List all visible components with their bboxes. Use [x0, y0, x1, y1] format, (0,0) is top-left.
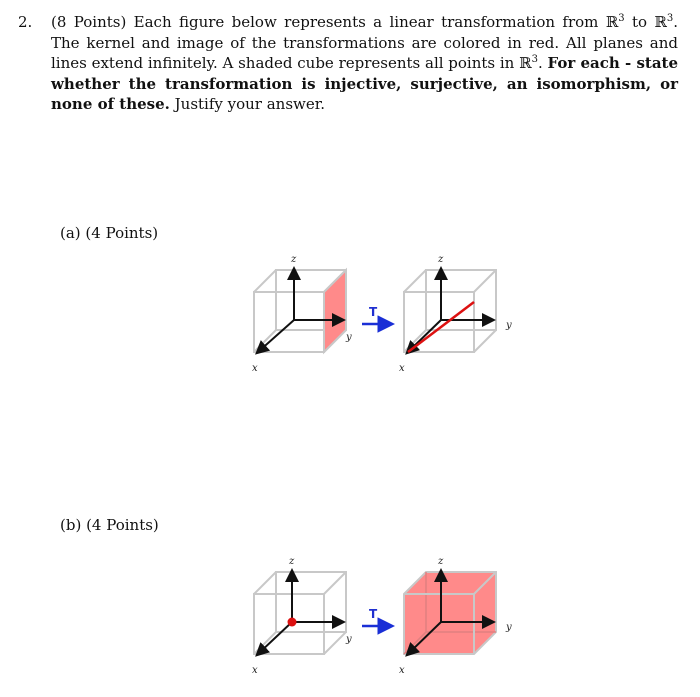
- y-axis-label: y: [506, 622, 512, 633]
- x-axis-label: x: [252, 665, 258, 676]
- transform-arrow-a: [362, 305, 390, 324]
- z-axis-label: z: [438, 556, 444, 567]
- codomain-cube-a: [399, 254, 512, 374]
- z-axis-label: z: [289, 556, 295, 567]
- justify-text: Justify your answer.: [174, 95, 326, 113]
- transform-label: T: [369, 305, 378, 319]
- y-axis-label: y: [506, 320, 512, 331]
- domain-cube-a: [252, 254, 352, 374]
- x-axis-label: x: [252, 363, 258, 374]
- z-axis-label: z: [438, 254, 444, 265]
- exponent: 3: [618, 13, 625, 24]
- part-b-figure: [236, 550, 526, 680]
- kernel-origin-point-b: [288, 618, 297, 627]
- r-symbol: ℝ: [654, 13, 667, 31]
- problem-2: [18, 12, 678, 115]
- transform-arrow-b: [362, 607, 390, 626]
- y-axis-label: y: [346, 332, 352, 343]
- z-axis-label: z: [291, 254, 297, 265]
- image-cube-b: [404, 572, 496, 654]
- exponent: 3: [666, 13, 674, 24]
- domain-cube-b: [252, 556, 352, 676]
- to-word: to: [624, 13, 655, 31]
- exponent: 3: [531, 54, 538, 65]
- part-b-label: (b) (4 Points): [60, 516, 159, 534]
- problem-statement: (8 Points) Each figure below represents a linear transformation from ℝ$^3$ to ℝ$^3$. The kernel and image of the transformations are colored in red. All planes and lines extend infinitely. A shaded cube represents all points in ℝ$^3$. For each - state whether the transformation is injective, surjective, an isomorphism, or none of these. Justify your answer.: [51, 13, 679, 113]
- x-axis-label: x: [399, 665, 405, 676]
- codomain-cube-b: [399, 556, 512, 676]
- r-symbol: ℝ: [605, 13, 619, 31]
- intro-text: (8 Points) Each figure below represents a linear transformation from: [51, 13, 606, 31]
- r-symbol: ℝ: [519, 54, 532, 72]
- y-axis-label: y: [346, 634, 352, 645]
- kernel-plane-a: [324, 270, 346, 352]
- part-a-label: (a) (4 Points): [60, 224, 159, 242]
- sentence-rest: . The kernel and image of the transformations are colored in red. All planes and lines extend infinitely. A shaded cube represents all points in: [51, 13, 678, 72]
- bold-instruction: For each - state whether the transformation is injective, surjective, an isomorphism, or none of these.: [51, 54, 679, 113]
- transform-label: T: [369, 607, 378, 621]
- x-axis-label: x: [399, 363, 405, 374]
- part-a-figure: [236, 248, 526, 378]
- problem-number: 2.: [18, 13, 33, 31]
